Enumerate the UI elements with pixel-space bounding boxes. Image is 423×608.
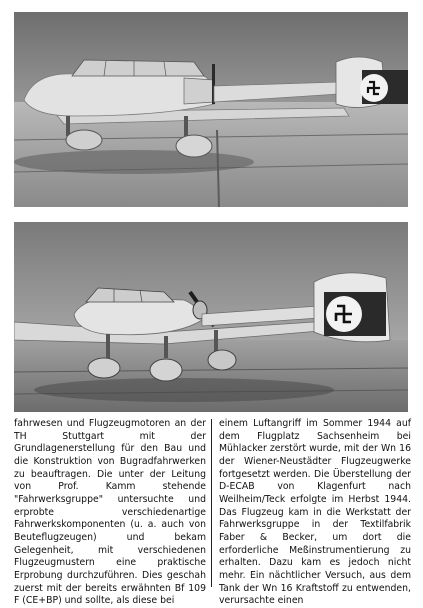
column-divider	[211, 419, 212, 587]
text-column-left	[14, 418, 206, 608]
aircraft-three-quarter-photo-svg	[14, 222, 408, 412]
aircraft-side-photo-svg	[14, 12, 408, 207]
photo-aircraft-side	[14, 12, 408, 207]
photo-aircraft-three-quarter	[14, 222, 408, 412]
left-column-paragraph: fahrwesen und Flugzeugmotoren an der TH Stuttgart mit der Grundlagenerstellung für den Bau und die Konstruktion von Bugradfahrwerken zu beauftragen. Die unter der Leitung von Prof. Kamm stehende "Fahrwerksgruppe" untersuchte und erprobte verschiedenartige Fahrwerkskomponenten (u. a. auch von Beuteflugzeugen) und bekam Gelegenheit, mit verschiedenen Flugzeugmustern eine praktische Erprobung durchzuführen. Dies geschah zuerst mit der bereits erwähnten Bf 109 F (CE+BP) und sollte, als diese bei	[14, 418, 206, 607]
right-column-paragraph: einem Luftangriff im Sommer 1944 auf dem Flugplatz Sachsenheim bei Mühlacker zerstört wurde, mit der Wn 16 der Wiener-Neustädter Flugzeugwerke fortgesetzt werden. Die Überstellung der D-ECAB von Klagenfurt nach Weilheim/Teck erfolgte im Herbst 1944. Das Flugzeug kam in die Werkstatt der Fahrwerksgruppe in der Textilfabrik Faber & Becker, um dort die erforderliche Meßinstrumentierung zu erhalten. Dazu kam es jedoch nicht mehr. Ein nächtlicher Versuch, aus dem Tank der Wn 16 Kraftstoff zu entwenden, verursachte einen	[219, 418, 411, 607]
text-column-right	[219, 418, 411, 608]
